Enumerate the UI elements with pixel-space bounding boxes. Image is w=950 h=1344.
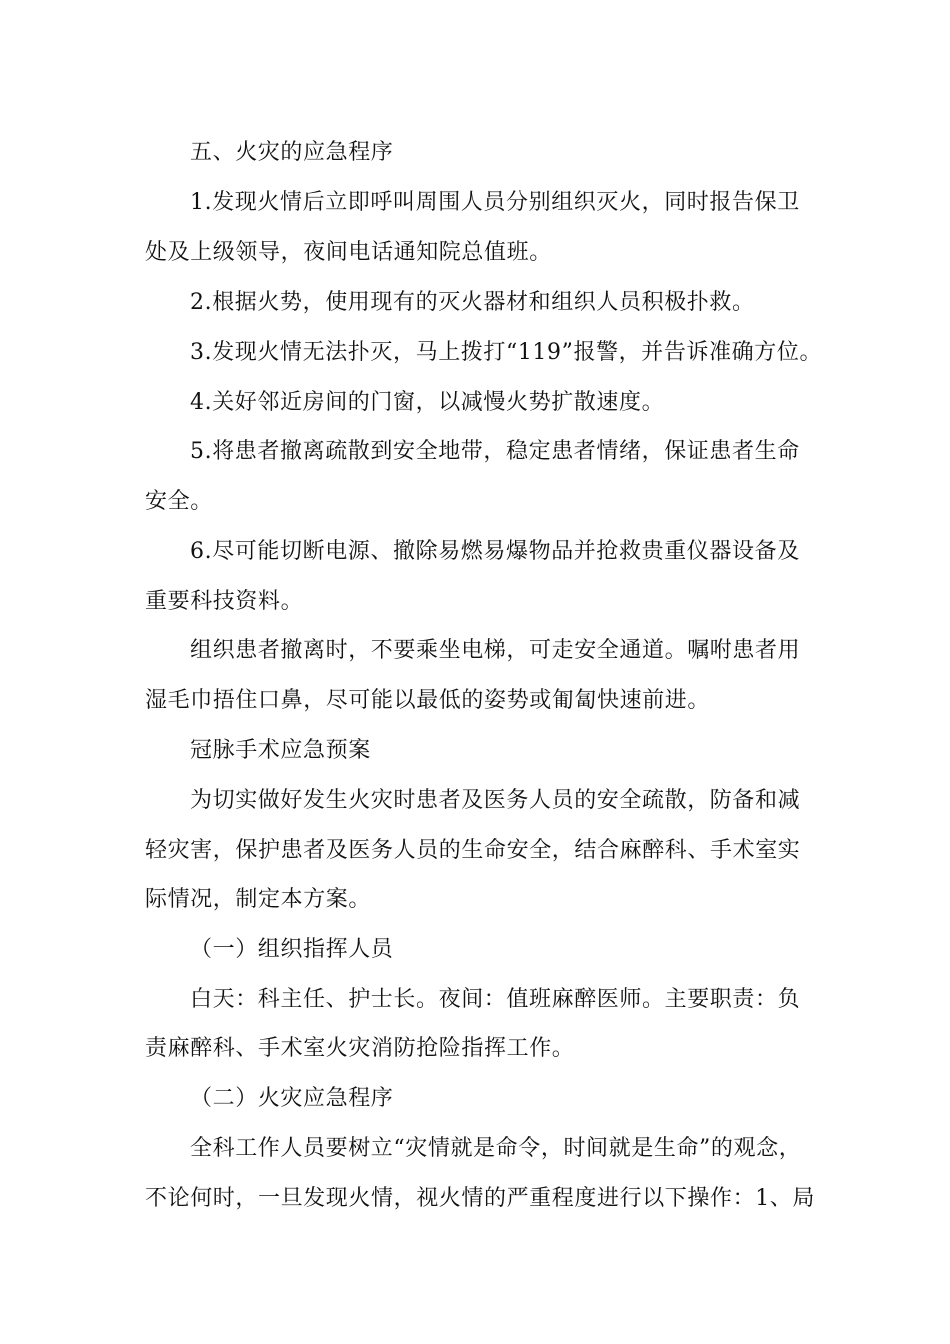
paragraph-line: 湿毛巾捂住口鼻，尽可能以最低的姿势或匍匐快速前进。: [145, 688, 711, 713]
paragraph-line: 4.关好邻近房间的门窗，以减慢火势扩散速度。: [190, 390, 665, 415]
paragraph-line: 6.尽可能切断电源、撤除易燃易爆物品并抢救贵重仪器设备及: [190, 539, 800, 564]
paragraph-line: 重要科技资料。: [145, 589, 304, 614]
paragraph-line: 轻灾害，保护患者及医务人员的生命安全，结合麻醉科、手术室实: [145, 838, 801, 863]
paragraph-line: 不论何时，一旦发现火情，视火情的严重程度进行以下操作：1、局: [145, 1186, 815, 1211]
section-heading: 冠脉手术应急预案: [190, 738, 371, 763]
paragraph-line: 白天：科主任、护士长。夜间：值班麻醉医师。主要职责：负: [190, 987, 801, 1012]
paragraph-line: 组织患者撤离时，不要乘坐电梯，可走安全通道。嘱咐患者用: [190, 638, 801, 663]
paragraph-line: 为切实做好发生火灾时患者及医务人员的安全疏散，防备和减: [190, 788, 801, 813]
subsection-heading: （一）组织指挥人员: [190, 937, 394, 962]
paragraph-line: 5.将患者撤离疏散到安全地带，稳定患者情绪，保证患者生命: [190, 439, 800, 464]
paragraph-line: 安全。: [145, 489, 213, 514]
paragraph-line: 际情况，制定本方案。: [145, 887, 372, 912]
paragraph-line: 责麻醉科、手术室火灾消防抢险指挥工作。: [145, 1036, 575, 1061]
paragraph-line: 全科工作人员要树立“灾情就是命令，时间就是生命”的观念，: [190, 1136, 802, 1161]
paragraph-line: 2.根据火势，使用现有的灭火器材和组织人员积极扑救。: [190, 290, 755, 315]
subsection-heading: （二）火灾应急程序: [190, 1086, 394, 1111]
paragraph-line: 1.发现火情后立即呼叫周围人员分别组织灭火，同时报告保卫: [190, 190, 800, 215]
paragraph-line: 3.发现火情无法扑灭，马上拨打“119”报警，并告诉准确方位。: [190, 340, 823, 365]
paragraph-line: 处及上级领导，夜间电话通知院总值班。: [145, 240, 552, 265]
section-heading: 五、火灾的应急程序: [190, 140, 394, 165]
